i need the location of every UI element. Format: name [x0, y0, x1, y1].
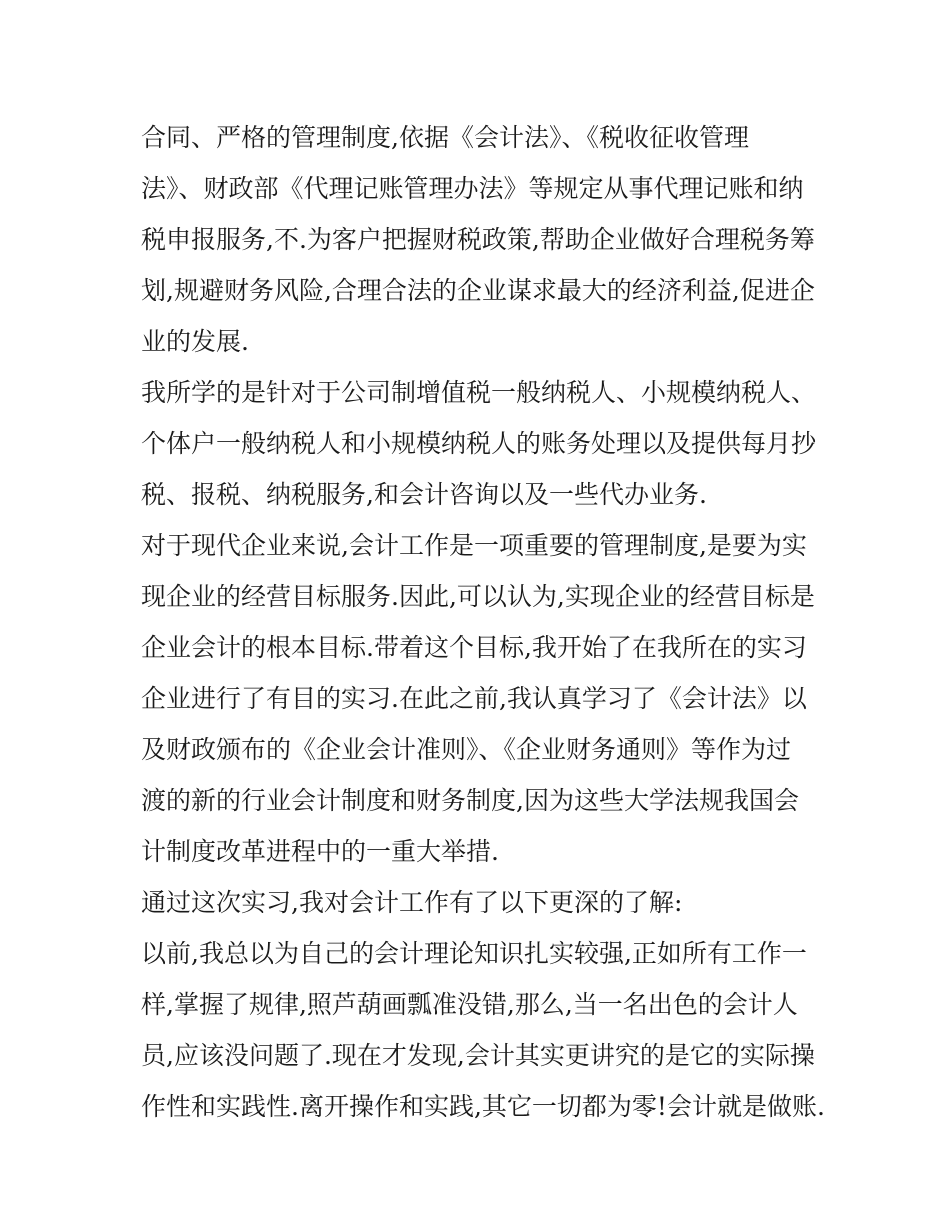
text-line: 对于现代企业来说,会计工作是一项重要的管理制度,是要为实	[141, 531, 807, 560]
text-line: 税、报税、纳税服务,和会计咨询以及一些代办业务.	[141, 480, 707, 509]
text-line: 个体户一般纳税人和小规模纳税人的账务处理以及提供每月抄	[141, 429, 817, 458]
text-line: 现企业的经营目标服务.因此,可以认为,实现企业的经营目标是	[141, 582, 815, 611]
text-line: 划,规避财务风险,合理合法的企业谋求最大的经济利益,促进企	[141, 276, 815, 305]
text-line: 通过这次实习,我对会计工作有了以下更深的了解:	[141, 888, 683, 917]
text-line: 企业会计的根本目标.带着这个目标,我开始了在我所在的实习	[141, 633, 807, 662]
text-line: 计制度改革进程中的一重大举措.	[141, 837, 499, 866]
text-line: 以前,我总以为自己的会计理论知识扎实较强,正如所有工作一	[141, 939, 807, 968]
text-line: 及财政颁布的《企业会计准则》、《企业财务通则》等作为过	[141, 735, 792, 764]
text-line: 样,掌握了规律,照芦葫画瓢准没错,那么,当一名出色的会计人	[141, 990, 798, 1019]
text-line: 员,应该没问题了.现在才发现,会计其实更讲究的是它的实际操	[141, 1041, 815, 1070]
document-body	[141, 112, 825, 1132]
text-line: 法》、财政部《代理记账管理办法》等规定从事代理记账和纳	[141, 174, 804, 203]
text-line: 作性和实践性.离开操作和实践,其它一切都为零!会计就是做账.	[141, 1092, 825, 1121]
text-line: 合同、严格的管理制度,依据《会计法》、《税收征收管理	[141, 123, 749, 152]
text-line: 企业进行了有目的实习.在此之前,我认真学习了《会计法》以	[141, 684, 807, 713]
text-line: 税申报服务,不.为客户把握财税政策,帮助企业做好合理税务筹	[141, 225, 815, 254]
text-line: 我所学的是针对于公司制增值税一般纳税人、小规模纳税人、	[141, 378, 817, 407]
text-line: 业的发展.	[141, 327, 249, 356]
text-line: 渡的新的行业会计制度和财务制度,因为这些大学法规我国会	[141, 786, 799, 815]
